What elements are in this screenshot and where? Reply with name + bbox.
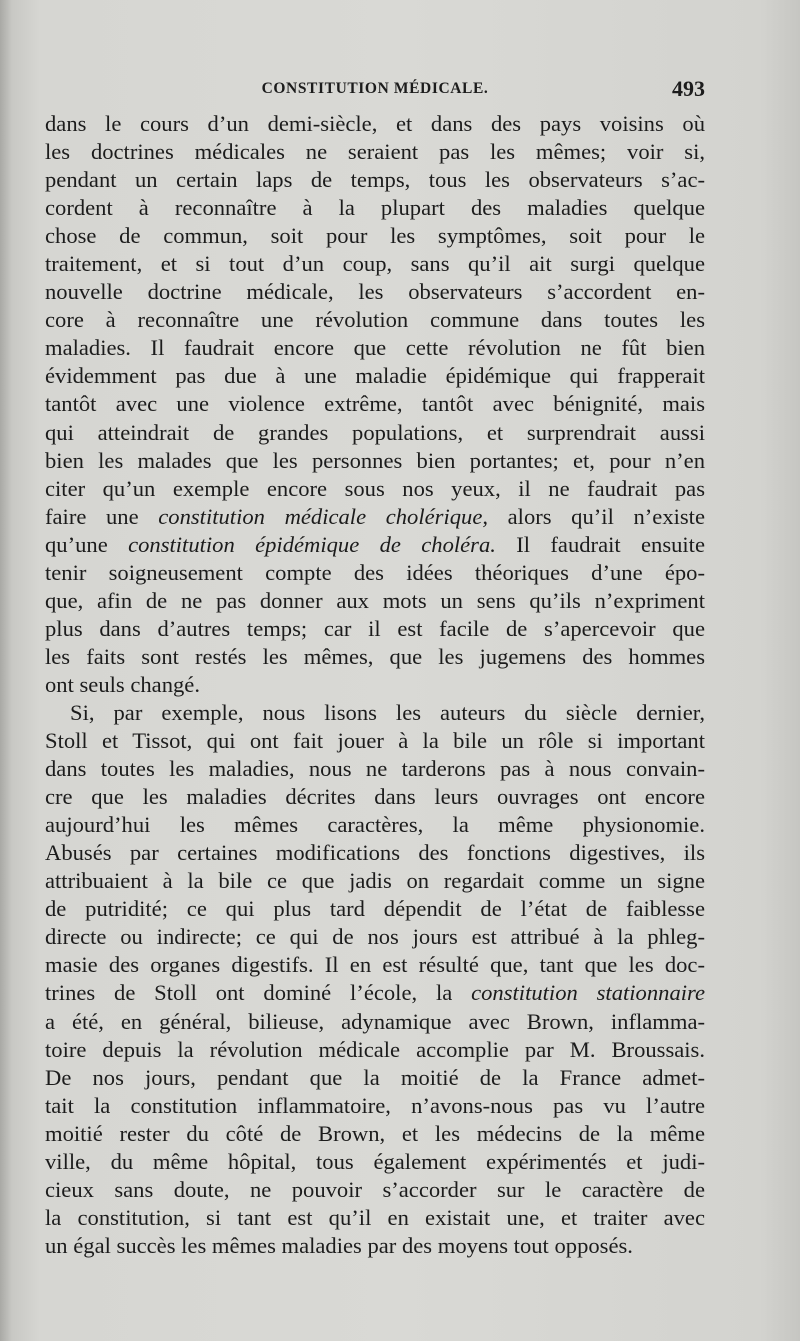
- text-segment: les doctrines médicales ne seraient pas les mêmes; voir si,: [45, 139, 705, 165]
- text-segment: dans toutes les maladies, nous ne tarderons pas à nous convain-: [45, 756, 705, 782]
- text-line: [45, 166, 705, 194]
- text-line: [45, 447, 705, 475]
- text-segment: bien les malades que les personnes bien portantes; et, pour n’en: [45, 447, 705, 473]
- text-segment: Abusés par certaines modifications des fonctions digestives, ils: [45, 840, 705, 866]
- text-segment: qui atteindrait de grandes populations, et surprendrait aussi: [45, 419, 705, 445]
- text-segment: directe ou indirecte; ce qui de nos jours est attribué à la phleg-: [45, 924, 705, 950]
- text-segment: tenir soigneusement compte des idées théoriques d’une épo-: [45, 559, 705, 585]
- text-line: [45, 362, 705, 390]
- text-line: [45, 1092, 705, 1120]
- text-segment: masie des organes digestifs. Il en est résulté que, tant que les doc-: [45, 952, 705, 978]
- text-segment: pendant un certain laps de temps, tous les observateurs s’ac-: [45, 167, 705, 193]
- text-line: [45, 895, 705, 923]
- text-segment: De nos jours, pendant que la moitié de la France admet-: [45, 1064, 705, 1090]
- text-segment: aujourd’hui les mêmes caractères, la même physionomie.: [45, 812, 705, 838]
- text-segment: qu’une: [45, 531, 129, 557]
- text-line: [45, 334, 705, 362]
- text-segment: que, afin de ne pas donner aux mots un sens qu’ils n’expriment: [45, 587, 705, 613]
- text-line: [45, 1120, 705, 1148]
- text-line: [45, 194, 705, 222]
- text-line: [45, 531, 705, 559]
- text-line: [45, 727, 705, 755]
- text-line: [45, 783, 705, 811]
- text-line: [45, 503, 705, 531]
- text-line: [45, 839, 705, 867]
- text-segment: core à reconnaître une révolution commune dans toutes les: [45, 307, 705, 333]
- text-line: [45, 110, 705, 138]
- text-segment: cieux sans doute, ne pouvoir s’accorder sur le caractère de: [45, 1176, 705, 1202]
- text-segment: plus dans d’autres temps; car il est facile de s’apercevoir que: [45, 615, 705, 641]
- text-line: [45, 811, 705, 839]
- text-line: [45, 1204, 705, 1232]
- text-line: [45, 643, 705, 671]
- text-line: [45, 755, 705, 783]
- text-segment: traitement, et si tout d’un coup, sans qu’il ait surgi quelque: [45, 251, 705, 277]
- text-segment: évidemment pas due à une maladie épidémique qui frapperait: [45, 363, 705, 389]
- text-segment: alors qu’il n’existe: [488, 503, 705, 529]
- text-segment: Il faudrait ensuite: [495, 531, 705, 557]
- paragraph: [45, 699, 705, 1260]
- text-segment: attribuaient à la bile ce que jadis on regardait comme un signe: [45, 868, 705, 894]
- text-line: [45, 1036, 705, 1064]
- text-line: [45, 559, 705, 587]
- text-segment: de putridité; ce qui plus tard dépendit de l’état de faiblesse: [45, 896, 705, 922]
- text-line: [45, 699, 705, 727]
- text-segment: cre que les maladies décrites dans leurs ouvrages ont encore: [45, 784, 705, 810]
- text-segment: tantôt avec une violence extrême, tantôt avec bénignité, mais: [45, 391, 705, 417]
- text-line: [45, 587, 705, 615]
- text-segment: cordent à reconnaître à la plupart des maladies quelque: [45, 195, 705, 221]
- text-segment: chose de commun, soit pour les symptômes, soit pour le: [45, 223, 705, 249]
- text-line: [45, 867, 705, 895]
- text-line: [45, 1232, 705, 1260]
- text-line: [45, 615, 705, 643]
- italic-text: constitution médicale cholérique,: [158, 503, 489, 529]
- page-header: [45, 76, 705, 104]
- text-line: [45, 419, 705, 447]
- body-text: [45, 110, 705, 1260]
- text-line: [45, 1176, 705, 1204]
- text-line: [45, 671, 705, 699]
- text-segment: les faits sont restés les mêmes, que les jugemens des hommes: [45, 643, 705, 669]
- paragraph: [45, 110, 705, 699]
- text-line: [45, 1064, 705, 1092]
- text-line: [45, 923, 705, 951]
- text-line: [45, 1008, 705, 1036]
- text-line: [45, 475, 705, 503]
- text-segment: moitié rester du côté de Brown, et les médecins de la même: [45, 1120, 705, 1146]
- text-segment: Si, par exemple, nous lisons les auteurs du siècle dernier,: [70, 699, 705, 725]
- text-segment: tait la constitution inflammatoire, n’avons-nous pas vu l’autre: [45, 1092, 705, 1118]
- text-line: [45, 138, 705, 166]
- text-line: [45, 250, 705, 278]
- text-segment: a été, en général, bilieuse, adynamique avec Brown, inflamma-: [45, 1008, 705, 1034]
- text-segment: trines de Stoll ont dominé l’école, la: [45, 980, 472, 1006]
- italic-text: constitution épidémique de choléra.: [128, 531, 496, 557]
- text-segment: un égal succès les mêmes maladies par des moyens tout opposés.: [45, 1232, 633, 1258]
- text-line: [45, 951, 705, 979]
- text-segment: faire une: [45, 503, 159, 529]
- text-segment: nouvelle doctrine médicale, les observateurs s’accordent en-: [45, 279, 705, 305]
- text-segment: toire depuis la révolution médicale accomplie par M. Broussais.: [45, 1036, 705, 1062]
- text-segment: dans le cours d’un demi-siècle, et dans des pays voisins où: [45, 111, 705, 136]
- text-segment: la constitution, si tant est qu’il en existait une, et traiter avec: [45, 1204, 705, 1230]
- text-line: [45, 979, 705, 1007]
- text-segment: maladies. Il faudrait encore que cette révolution ne fût bien: [45, 335, 705, 361]
- text-segment: ont seuls changé.: [45, 671, 200, 697]
- text-segment: citer qu’un exemple encore sous nos yeux, il ne faudrait pas: [45, 475, 705, 501]
- text-line: [45, 306, 705, 334]
- text-segment: ville, du même hôpital, tous également expérimentés et judi-: [45, 1148, 705, 1174]
- running-title: CONSTITUTION MÉDICALE.: [261, 80, 489, 97]
- text-line: [45, 390, 705, 418]
- text-line: [45, 278, 705, 306]
- text-segment: Stoll et Tissot, qui ont fait jouer à la bile un rôle si important: [45, 728, 705, 754]
- text-line: [45, 222, 705, 250]
- text-line: [45, 1148, 705, 1176]
- page-number: 493: [672, 76, 705, 101]
- italic-text: constitution stationnaire: [471, 980, 706, 1006]
